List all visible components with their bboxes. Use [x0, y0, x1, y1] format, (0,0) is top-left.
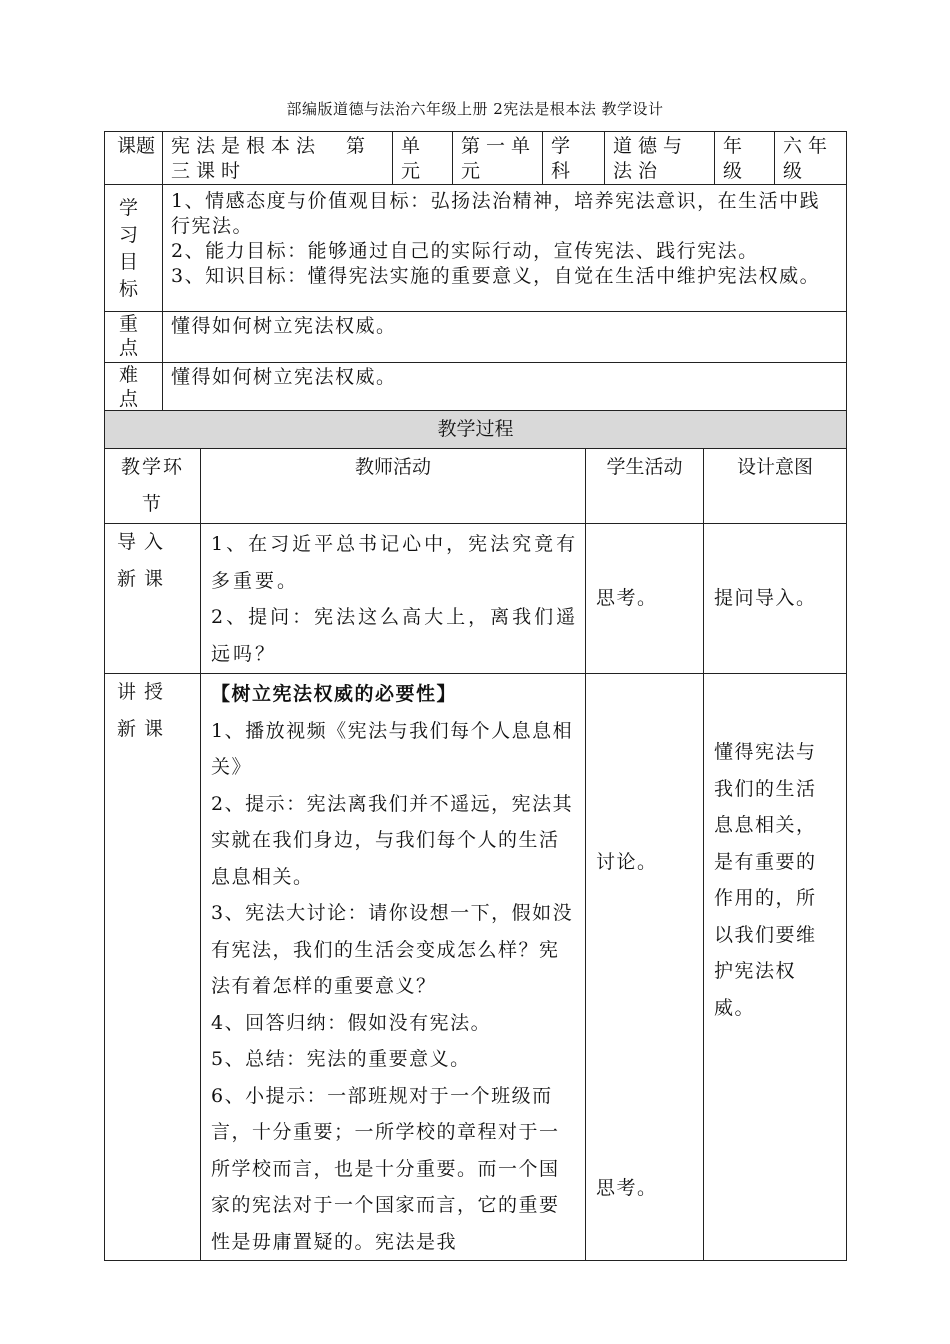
process-table — [104, 410, 847, 1261]
lesson-info-table — [104, 131, 847, 414]
difficulty-label: 难点 — [105, 363, 163, 414]
header-teacher: 教师活动 — [201, 449, 586, 524]
lecture-intent — [704, 674, 847, 1261]
lecture-student-1: 讨论。 — [596, 851, 658, 873]
intro-stage: 导入新课 — [105, 524, 201, 674]
lecture-teacher-line-2: 2、提示：宪法离我们并不遥远，宪法其实就在我们身边，与我们每个人的生活息息相关。 — [211, 792, 574, 888]
lecture-teacher-line-4: 4、回答归纳：假如没有宪法。 — [211, 1011, 492, 1034]
unit-label: 单元 — [393, 132, 453, 185]
lecture-stage: 讲授新课 — [105, 674, 201, 1261]
goal-3: 3、知识目标：懂得宪法实施的重要意义，自觉在生活中维护宪法权威。 — [171, 265, 821, 287]
intro-intent: 提问导入。 — [704, 524, 847, 674]
header-intent: 设计意图 — [704, 449, 847, 524]
grade-label: 年级 — [715, 132, 775, 185]
key-value: 懂得如何树立宪法权威。 — [163, 312, 847, 363]
document-title: 部编版道德与法治六年级上册 2宪法是根本法 教学设计 — [286, 100, 664, 118]
lecture-teacher-line-5: 5、总结：宪法的重要意义。 — [211, 1048, 471, 1070]
lecture-intent-text: 懂得宪法与我们的生活息息相关，是有重要的作用的，所以我们要维护宪法权威。 — [714, 741, 817, 1019]
goal-1: 1、情感态度与价值观目标：弘扬法治精神，培养宪法意识，在生活中践行宪法。 — [171, 190, 821, 237]
lecture-teacher-line-1: 1、播放视频《宪法与我们每个人息息相关》 — [211, 719, 574, 778]
header-stage: 教学环节 — [105, 449, 201, 524]
key-label: 重点 — [105, 312, 163, 363]
course-label: 课题 — [105, 132, 163, 185]
lecture-heading: 【树立宪法权威的必要性】 — [211, 683, 458, 705]
header-student: 学生活动 — [586, 449, 704, 524]
intro-teacher-line-1: 1、在习近平总书记心中，宪法究竟有多重要。 — [211, 533, 579, 592]
goal-2: 2、能力目标：能够通过自己的实际行动，宣传宪法、践行宪法。 — [171, 240, 759, 262]
lecture-teacher — [201, 674, 586, 1261]
intro-teacher — [201, 524, 586, 674]
process-title: 教学过程 — [105, 411, 847, 449]
goals-label: 学习目标 — [105, 185, 163, 312]
course-value: 宪法是根本法 第三课时 — [163, 132, 393, 185]
intro-teacher-line-2: 2、提问：宪法这么高大上，离我们遥远吗？ — [211, 606, 579, 665]
intro-student: 思考。 — [586, 524, 704, 674]
unit-value: 第一单元 — [453, 132, 543, 185]
lecture-student-2: 思考。 — [596, 1177, 658, 1199]
grade-value: 六年级 — [775, 132, 847, 185]
lecture-teacher-line-6: 6、小提示：一部班规对于一个班级而言，十分重要；一所学校的章程对于一所学校而言，也是十分重要。而一个国家的宪法对于一个国家而言，它的重要性是毋庸置疑的。宪法是我 — [211, 1084, 560, 1253]
difficulty-value: 懂得如何树立宪法权威。 — [163, 363, 847, 414]
lecture-teacher-line-3: 3、宪法大讨论：请你设想一下，假如没有宪法，我们的生活会变成怎么样？宪法有着怎样的重要意义？ — [211, 902, 574, 997]
lecture-student — [586, 674, 704, 1261]
subject-value: 道德与法治 — [605, 132, 715, 185]
subject-label: 学科 — [543, 132, 605, 185]
goals-cell — [163, 185, 847, 312]
